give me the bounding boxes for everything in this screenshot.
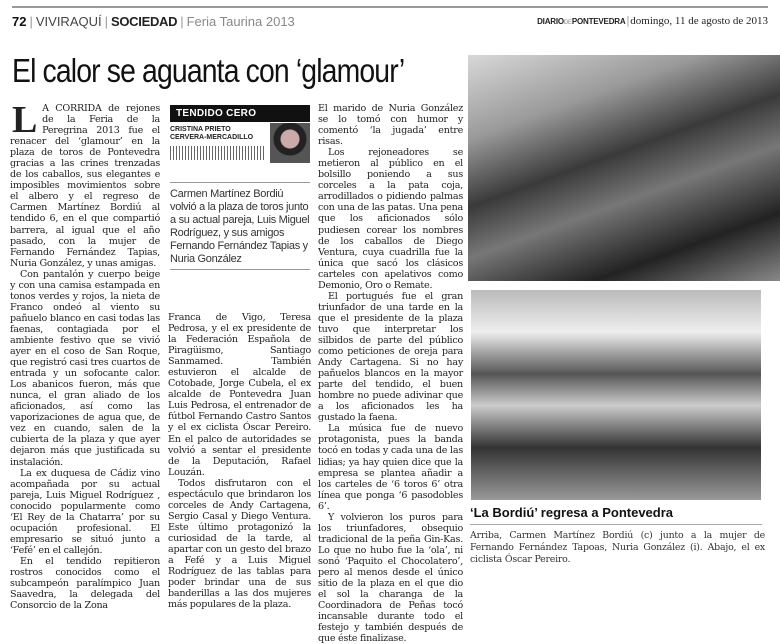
paragraph: Franca de Vigo, Teresa Pedrosa, y el ex presidente de la Federación Española de Piragüismo, Santiago Sanmamed. También estuvieron el alcalde de Cotobade, Jorge Cubela, el ex alcalde de Pontevedra Juan Luis Pedrosa, el entrenador de fútbol Fernando Castro Santos y el ex ciclista Óscar Pereiro. En el palco de autoridades se volvió a sentar el presidente de la Deputación, Rafael Louzán. (168, 312, 311, 478)
issue-date: domingo, 11 de agosto de 2013 (630, 15, 768, 27)
divider (170, 269, 310, 270)
pull-quote: Carmen Martínez Bordiú volvió a la plaza de toros junto a su actual pareja, Luis Miguel Rodríguez, y sus amigos Fernando Fernández Tapias y Nuria González (170, 188, 310, 265)
paragraph: El portugués fue el gran triunfador de una tarde en la que el presidente de la plaza tuvo que interpretar los silbidos de parte del público como peticiones de oreja para Andy Cartagena. Si no hay pañuelos blancos en la mayor parte del tendido, el buen hombre no puede adivinar que a los aficionados les ha gustado la faena. (318, 290, 463, 424)
separator: | (626, 15, 630, 27)
author-name-2: CERVERA-MERCADILLO (170, 134, 254, 141)
photo-pereiro-in-stands (471, 290, 761, 500)
separator: | (29, 13, 33, 29)
section-label: VIVIRAQUÍ (35, 13, 102, 29)
section-title: SOCIEDAD (111, 13, 178, 29)
photo-caption-text: Arriba, Carmen Martínez Bordiú (c) junto a la mujer de Fernando Fernández Tapoas, Nuria González (i). Abajo, el ex ciclista Óscar Pereiro. (470, 530, 765, 565)
author-photo (270, 123, 310, 163)
divider (470, 524, 762, 525)
article-column-1 (10, 99, 160, 612)
brand-a: DIARIO (537, 16, 564, 26)
opinion-sidebar (170, 105, 310, 160)
divider (170, 182, 310, 183)
paragraph-text: A CORRIDA de rejones de la Feria de la Peregrina 2013 fue el renacer del ‘glamour’ en la plaza de toros de Pontevedra gracias a las crines trenzadas de los caballos, sus elegantes e imposibles movimientos sobre el albero y el regreso de Carmen Martínez Bordiú al tendido 6, en el que compartió barrera, al igual que el año pasado, con la mujer de Fernando Fernández Tapias, Nuria González, y unas amigas. (10, 103, 160, 269)
separator: | (104, 13, 108, 29)
photo-bordiu-in-stands (468, 55, 780, 281)
author-byline (170, 126, 260, 142)
paragraph: La música fue de nuevo protagonista, pues la banda tocó en todas y cada una de las lidias; ya hay quien dice que la empresa se plantea añadir a los carteles de ‘6 toros 6’ otra línea que ponga ‘6 pasodobles 6’. (318, 423, 463, 512)
masthead (537, 15, 768, 27)
subsection: Feria Taurina 2013 (186, 13, 295, 29)
paragraph: Con pantalón y cuerpo beige y con una camisa estampada en tonos verdes y rojos, la nieta de Franco ondeó al viento su pañuelo blanco en casi todas las faenas, contagiada por el ambiente festivo que se vivió ayer en el coso de San Roque, que registró casi tres cuartos de entrada y un sofocante calor. Los abanicos fueron, más que nunca, el gran aliado de los aficionados, así como las vaporizaciones de agua que, de vez en cuando, salen de la cubierta de la plaza y que ayer dejaron más que justificada su instalación. (10, 268, 160, 468)
paragraph: En el tendido repitieron rostros conocidos como el subcampeón paralímpico Juan Saavedra, la delegada del Consorcio de la Zona (10, 555, 160, 612)
page-number: 72 (12, 13, 27, 29)
paragraph: El marido de Nuria González se lo tomó con humor y comentó ‘la jugada’ entre risas. (318, 103, 463, 148)
photo-caption-title: ‘La Bordiú’ regresa a Pontevedra (470, 505, 674, 520)
brand-logo (537, 17, 625, 26)
headline: El calor se aguanta con ‘glamour’ (12, 52, 405, 89)
brand-c: PONTEVEDRA (571, 16, 626, 26)
brand-b: DE (563, 19, 572, 26)
decorative-bars (170, 146, 266, 160)
drop-cap: L (12, 99, 38, 141)
author-name-1: CRISTINA PRIETO (170, 126, 231, 133)
paragraph: Todos disfrutaron con el espectáculo que brindaron los corceles de Andy Cartagena, Sergio Casal y Diego Ventura. Este último protagonizó la curiosidad de la tarde, al apartar con un gesto del brazo a Fefé y a Luis Miguel Rodríguez de las tablas para poder brindar una de sus banderillas a las dos mujeres más populares de la plaza. (168, 477, 311, 611)
sidebar-label: TENDIDO CERO (170, 105, 310, 122)
paragraph: La ex duquesa de Cádiz vino acompañada por su actual pareja, Luis Miguel Rodríguez , conocido popularmente como ‘El Rey de la Chatarra’ por su ocupación profesional. El empresario se situó junto a ‘Fefé’ en el callejón. (10, 467, 160, 556)
paragraph: Los rejoneadores se metieron al público en el bolsillo poniendo a sus corceles a la pata coja, arrodillados o pidiendo palmas con una de las patas. Una pena que los aficionados sólo pudiesen corear los nombres de los caballos de Diego Ventura, cuya cuadrilla fue la única que sacó los clásicos carteles con apelativos como Demonio, Oro o Remate. (318, 147, 463, 291)
page-header (12, 13, 768, 29)
paragraph (10, 99, 160, 269)
article-column-2 (168, 312, 311, 610)
article-column-3 (318, 103, 463, 644)
paragraph: Y volvieron los puros para los triunfadores, obsequio tradicional de la peña Gin-Kas. Lo que no hubo fue la ‘ola’, ni sonó ‘Paquito el Chocolatero’, pero al menos desde el único sitio de la plaza en el que dio el sol la charanga de la Coordinadora de Peñas tocó incansable durante todo el festejo y también después de que éste finalizase. (318, 511, 463, 644)
separator: | (180, 13, 184, 29)
top-rule (12, 6, 768, 8)
